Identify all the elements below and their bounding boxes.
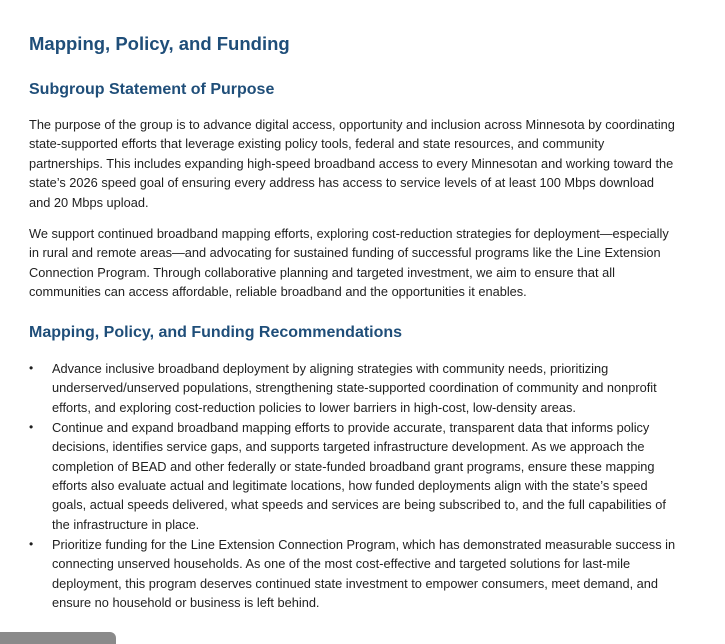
purpose-paragraph-2: We support continued broadband mapping efforts, exploring cost-reduction strategies for deployment—especially in rural and remote areas—and advocating for sustained funding of successful programs like the Line Extension Connection Program. Through collaborative planning and targeted investment, we aim to ensure that all communities can access affordable, reliable broadband and the opportunities it enables.	[29, 226, 669, 300]
bullet-icon: •	[29, 536, 34, 551]
recommendation-text: Advance inclusive broadband deployment by aligning strategies with community needs, prioritizing underserved/unserved populations, strengthening state-supported coordination of community and nonprofit efforts, and exploring cost-reduction policies to lower barriers in high-cost, low-density areas.	[52, 361, 657, 415]
viewer-bottom-tab[interactable]	[0, 632, 116, 644]
recommendation-text: Continue and expand broadband mapping efforts to provide accurate, transparent data that informs policy decisions, identifies service gaps, and supports targeted infrastructure development. As we approach the completion of BEAD and other federally or state-funded broadband grant programs, ensure these mapping efforts also evaluate actual and legitimate locations, how funded deployments align with the state’s speed goals, actual speeds delivered, what speeds and services are being subscribed to, and the full capabilities of the infrastructure in place.	[52, 419, 666, 532]
recommendation-text: Prioritize funding for the Line Extension Connection Program, which has demonstrated measurable success in connecting unserved households. As one of the most cost-effective and targeted solutions for last-mile deployment, this program deserves continued state investment to empower consumers, meet demand, and ensure no household or business is left behind.	[52, 536, 676, 611]
recommendations-list	[29, 359, 677, 613]
purpose-paragraph-1: The purpose of the group is to advance digital access, opportunity and inclusion across Minnesota by coordinating state-supported efforts that leverage existing policy tools, federal and state resources, and community partnerships. This includes expanding high-speed broadband access to every Minnesotan and working toward the state’s 2026 speed goal of ensuring every address has access to service levels of at least 100 Mbps download and 20 Mbps upload.	[29, 117, 675, 210]
list-item	[29, 535, 677, 613]
document-title: Mapping, Policy, and Funding	[29, 33, 290, 54]
purpose-heading: Subgroup Statement of Purpose	[29, 81, 275, 98]
list-item	[29, 359, 677, 417]
bullet-icon: •	[29, 419, 34, 434]
list-item	[29, 418, 677, 534]
bullet-icon: •	[29, 361, 34, 375]
recommendations-heading: Mapping, Policy, and Funding Recommendations	[29, 324, 403, 341]
